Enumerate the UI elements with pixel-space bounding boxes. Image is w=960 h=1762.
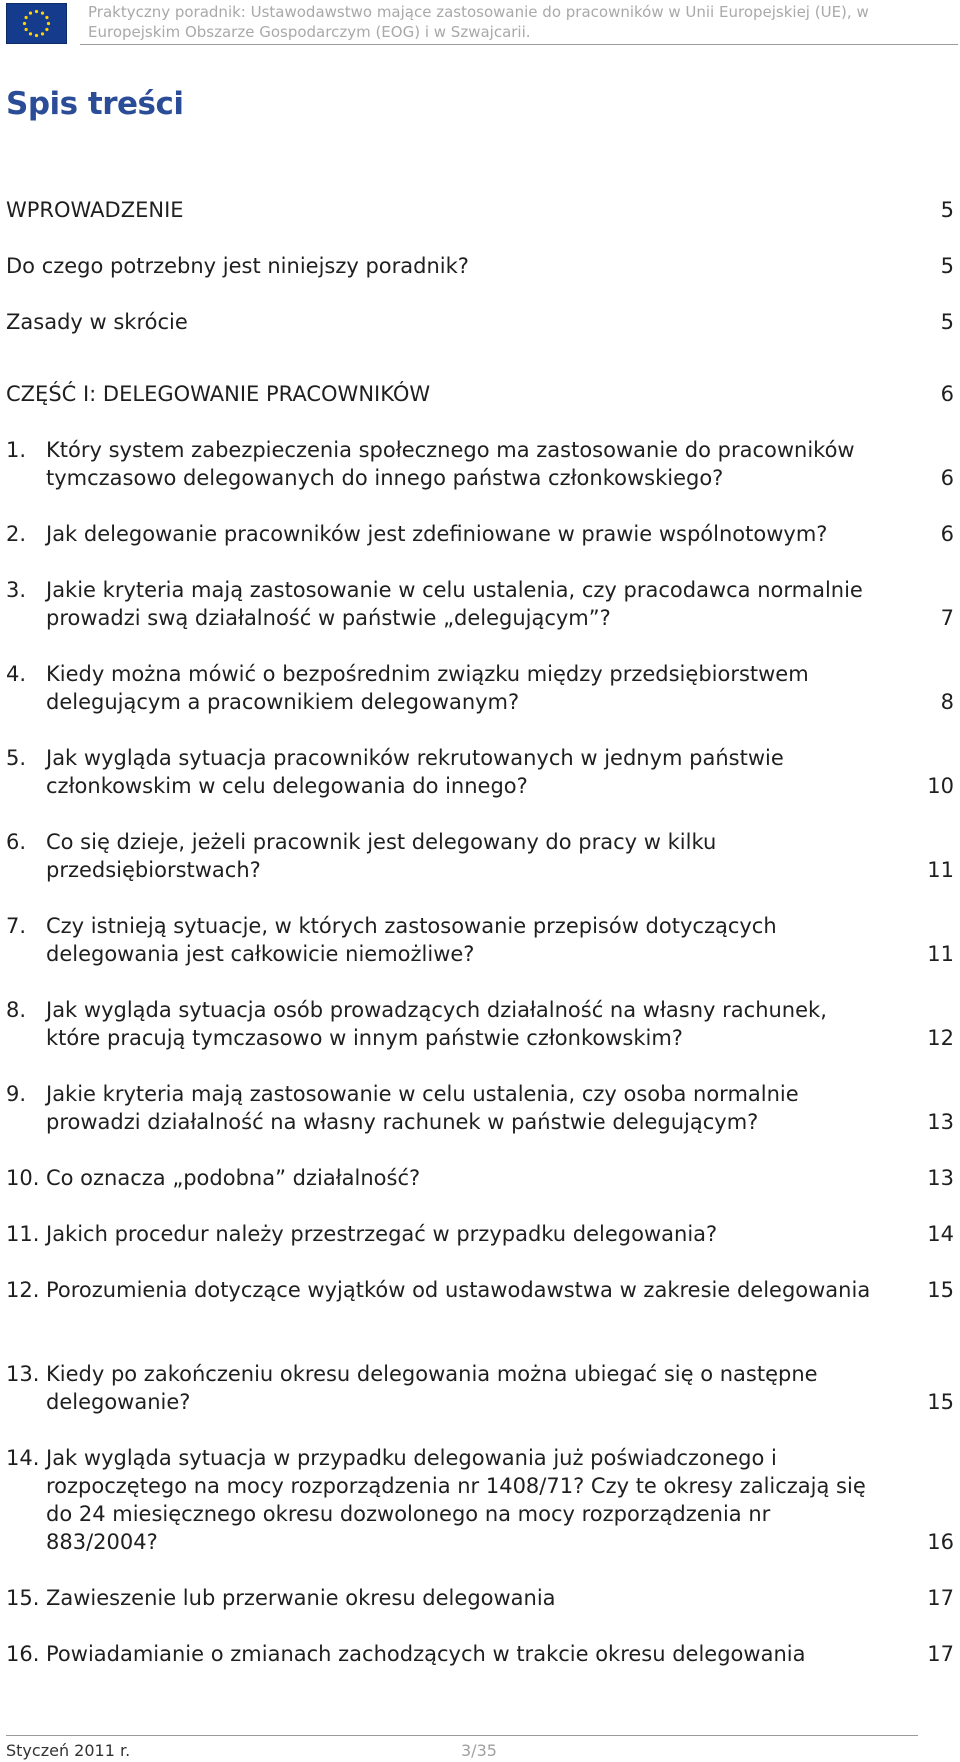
- toc-entry-page: 11: [927, 858, 954, 882]
- header-title: Praktyczny poradnik: Ustawodawstwo mające zastosowanie do pracowników w Unii Europejskiej (UE), w Europejskim Obszarze Gospodarczym (EOG) i w Szwajcarii.: [88, 3, 869, 41]
- toc-entry-page: 8: [940, 690, 954, 714]
- toc-entry-number: 2.: [6, 522, 27, 546]
- toc-entry-number: 4.: [6, 662, 27, 686]
- toc-entry-text: Co oznacza „podobna” działalność?: [46, 1166, 421, 1190]
- toc-entry-page: 16: [927, 1530, 954, 1554]
- header-divider: [80, 44, 958, 45]
- toc-entry-number: 15.: [6, 1586, 40, 1610]
- toc-entry[interactable]: [6, 196, 954, 224]
- toc-entry-page: 7: [940, 606, 954, 630]
- toc-entry[interactable]: [6, 576, 954, 632]
- toc-entry-number: 5.: [6, 746, 27, 770]
- toc-entry[interactable]: [6, 912, 954, 968]
- toc-entry-page: 17: [927, 1642, 954, 1666]
- toc-entry[interactable]: [6, 520, 954, 548]
- toc-entry-page: 15: [927, 1278, 954, 1302]
- toc-entry-text: Czy istnieją sytuacje, w których zastosowanie przepisów dotyczących delegowania jest całkowicie niemożliwe?: [46, 914, 777, 966]
- toc-entry-page: 6: [940, 466, 954, 490]
- toc-entry[interactable]: [6, 660, 954, 716]
- toc-entry-page: 13: [927, 1166, 954, 1190]
- toc-entry[interactable]: [6, 252, 954, 280]
- toc-entry-number: 3.: [6, 578, 27, 602]
- toc-entry-page: 6: [940, 382, 954, 406]
- toc-entry-text: Kiedy można mówić o bezpośrednim związku między przedsiębiorstwem delegującym a pracownikiem delegowanym?: [46, 662, 809, 714]
- toc-entry-text: WPROWADZENIE: [6, 198, 184, 222]
- toc-entry-number: 8.: [6, 998, 27, 1022]
- toc-entry-text: Jak wygląda sytuacja pracowników rekrutowanych w jednym państwie członkowskim w celu delegowania do innego?: [46, 746, 784, 798]
- eu-flag-icon: [6, 3, 67, 44]
- toc-entry-page: 5: [940, 198, 954, 222]
- toc-entry-number: 7.: [6, 914, 27, 938]
- toc-entry[interactable]: [6, 1164, 954, 1192]
- toc-entry[interactable]: [6, 1360, 954, 1416]
- toc-entry-text: CZĘŚĆ I: DELEGOWANIE PRACOWNIKÓW: [6, 382, 431, 406]
- toc-entry-text: Jak wygląda sytuacja w przypadku delegowania już poświadczonego i rozpoczętego na mocy rozporządzenia nr 1408/71? Czy te okresy zaliczają się do 24 miesięcznego okresu dozwolonego na mocy rozporządzenia nr 883/2004?: [46, 1446, 866, 1554]
- toc-entry-text: Kiedy po zakończeniu okresu delegowania można ubiegać się o następne delegowanie?: [46, 1362, 818, 1414]
- toc-entry-text: Jakie kryteria mają zastosowanie w celu ustalenia, czy osoba normalnie prowadzi działalność na własny rachunek w państwie delegującym?: [46, 1082, 799, 1134]
- toc-entry-text: Jak wygląda sytuacja osób prowadzących działalność na własny rachunek, które pracują tymczasowo w innym państwie członkowskim?: [46, 998, 827, 1050]
- toc-entry-page: 5: [940, 310, 954, 334]
- toc-entry-text: Jakie kryteria mają zastosowanie w celu ustalenia, czy pracodawca normalnie prowadzi swą działalność w państwie „delegującym”?: [46, 578, 863, 630]
- toc-entry[interactable]: [6, 436, 954, 492]
- toc-entry-page: 10: [927, 774, 954, 798]
- toc-entry-text: Porozumienia dotyczące wyjątków od ustawodawstwa w zakresie delegowania: [46, 1278, 871, 1302]
- toc-entry-page: 11: [927, 942, 954, 966]
- toc-entry-number: 10.: [6, 1166, 40, 1190]
- toc-entry-page: 15: [927, 1390, 954, 1414]
- toc-entry-text: Zasady w skrócie: [6, 310, 188, 334]
- toc-entry[interactable]: [6, 1444, 954, 1556]
- toc-entry-number: 14.: [6, 1446, 40, 1470]
- page-title: Spis treści: [6, 86, 184, 122]
- footer-page-number: 3/35: [461, 1741, 497, 1760]
- toc-entry[interactable]: [6, 1640, 954, 1668]
- toc-entry[interactable]: [6, 1220, 954, 1248]
- toc-entry-text: Powiadamianie o zmianach zachodzących w trakcie okresu delegowania: [46, 1642, 806, 1666]
- toc-entry-text: Zawieszenie lub przerwanie okresu delegowania: [46, 1586, 556, 1610]
- toc-entry-page: 6: [940, 522, 954, 546]
- toc-entry[interactable]: [6, 744, 954, 800]
- toc-entry-number: 16.: [6, 1642, 40, 1666]
- footer-date: Styczeń 2011 r.: [6, 1741, 131, 1760]
- toc-entry-text: Jak delegowanie pracowników jest zdefiniowane w prawie wspólnotowym?: [46, 522, 828, 546]
- toc-entry[interactable]: [6, 828, 954, 884]
- footer-divider: [6, 1735, 918, 1736]
- toc-entry[interactable]: [6, 996, 954, 1052]
- toc-entry-text: Do czego potrzebny jest niniejszy poradnik?: [6, 254, 469, 278]
- page-header: [0, 0, 960, 46]
- toc-entry[interactable]: [6, 1080, 954, 1136]
- toc-entry-page: 14: [927, 1222, 954, 1246]
- toc-entry-number: 1.: [6, 438, 27, 462]
- toc-entry-number: 9.: [6, 1082, 27, 1106]
- toc-entry[interactable]: [6, 380, 954, 408]
- toc-entry-text: Który system zabezpieczenia społecznego ma zastosowanie do pracowników tymczasowo delegowanych do innego państwa członkowskiego?: [46, 438, 855, 490]
- toc-entry-number: 13.: [6, 1362, 40, 1386]
- toc-entry[interactable]: [6, 1276, 954, 1304]
- toc-entry-text: Jakich procedur należy przestrzegać w przypadku delegowania?: [46, 1222, 718, 1246]
- toc-entry-number: 12.: [6, 1278, 40, 1302]
- toc-entry-number: 6.: [6, 830, 27, 854]
- toc-entry-page: 13: [927, 1110, 954, 1134]
- toc-entry-text: Co się dzieje, jeżeli pracownik jest delegowany do pracy w kilku przedsiębiorstwach?: [46, 830, 717, 882]
- toc-entry-page: 17: [927, 1586, 954, 1610]
- toc-entry[interactable]: [6, 308, 954, 336]
- toc-entry-page: 5: [940, 254, 954, 278]
- toc-entry-number: 11.: [6, 1222, 40, 1246]
- toc-entry[interactable]: [6, 1584, 954, 1612]
- toc-entry-page: 12: [927, 1026, 954, 1050]
